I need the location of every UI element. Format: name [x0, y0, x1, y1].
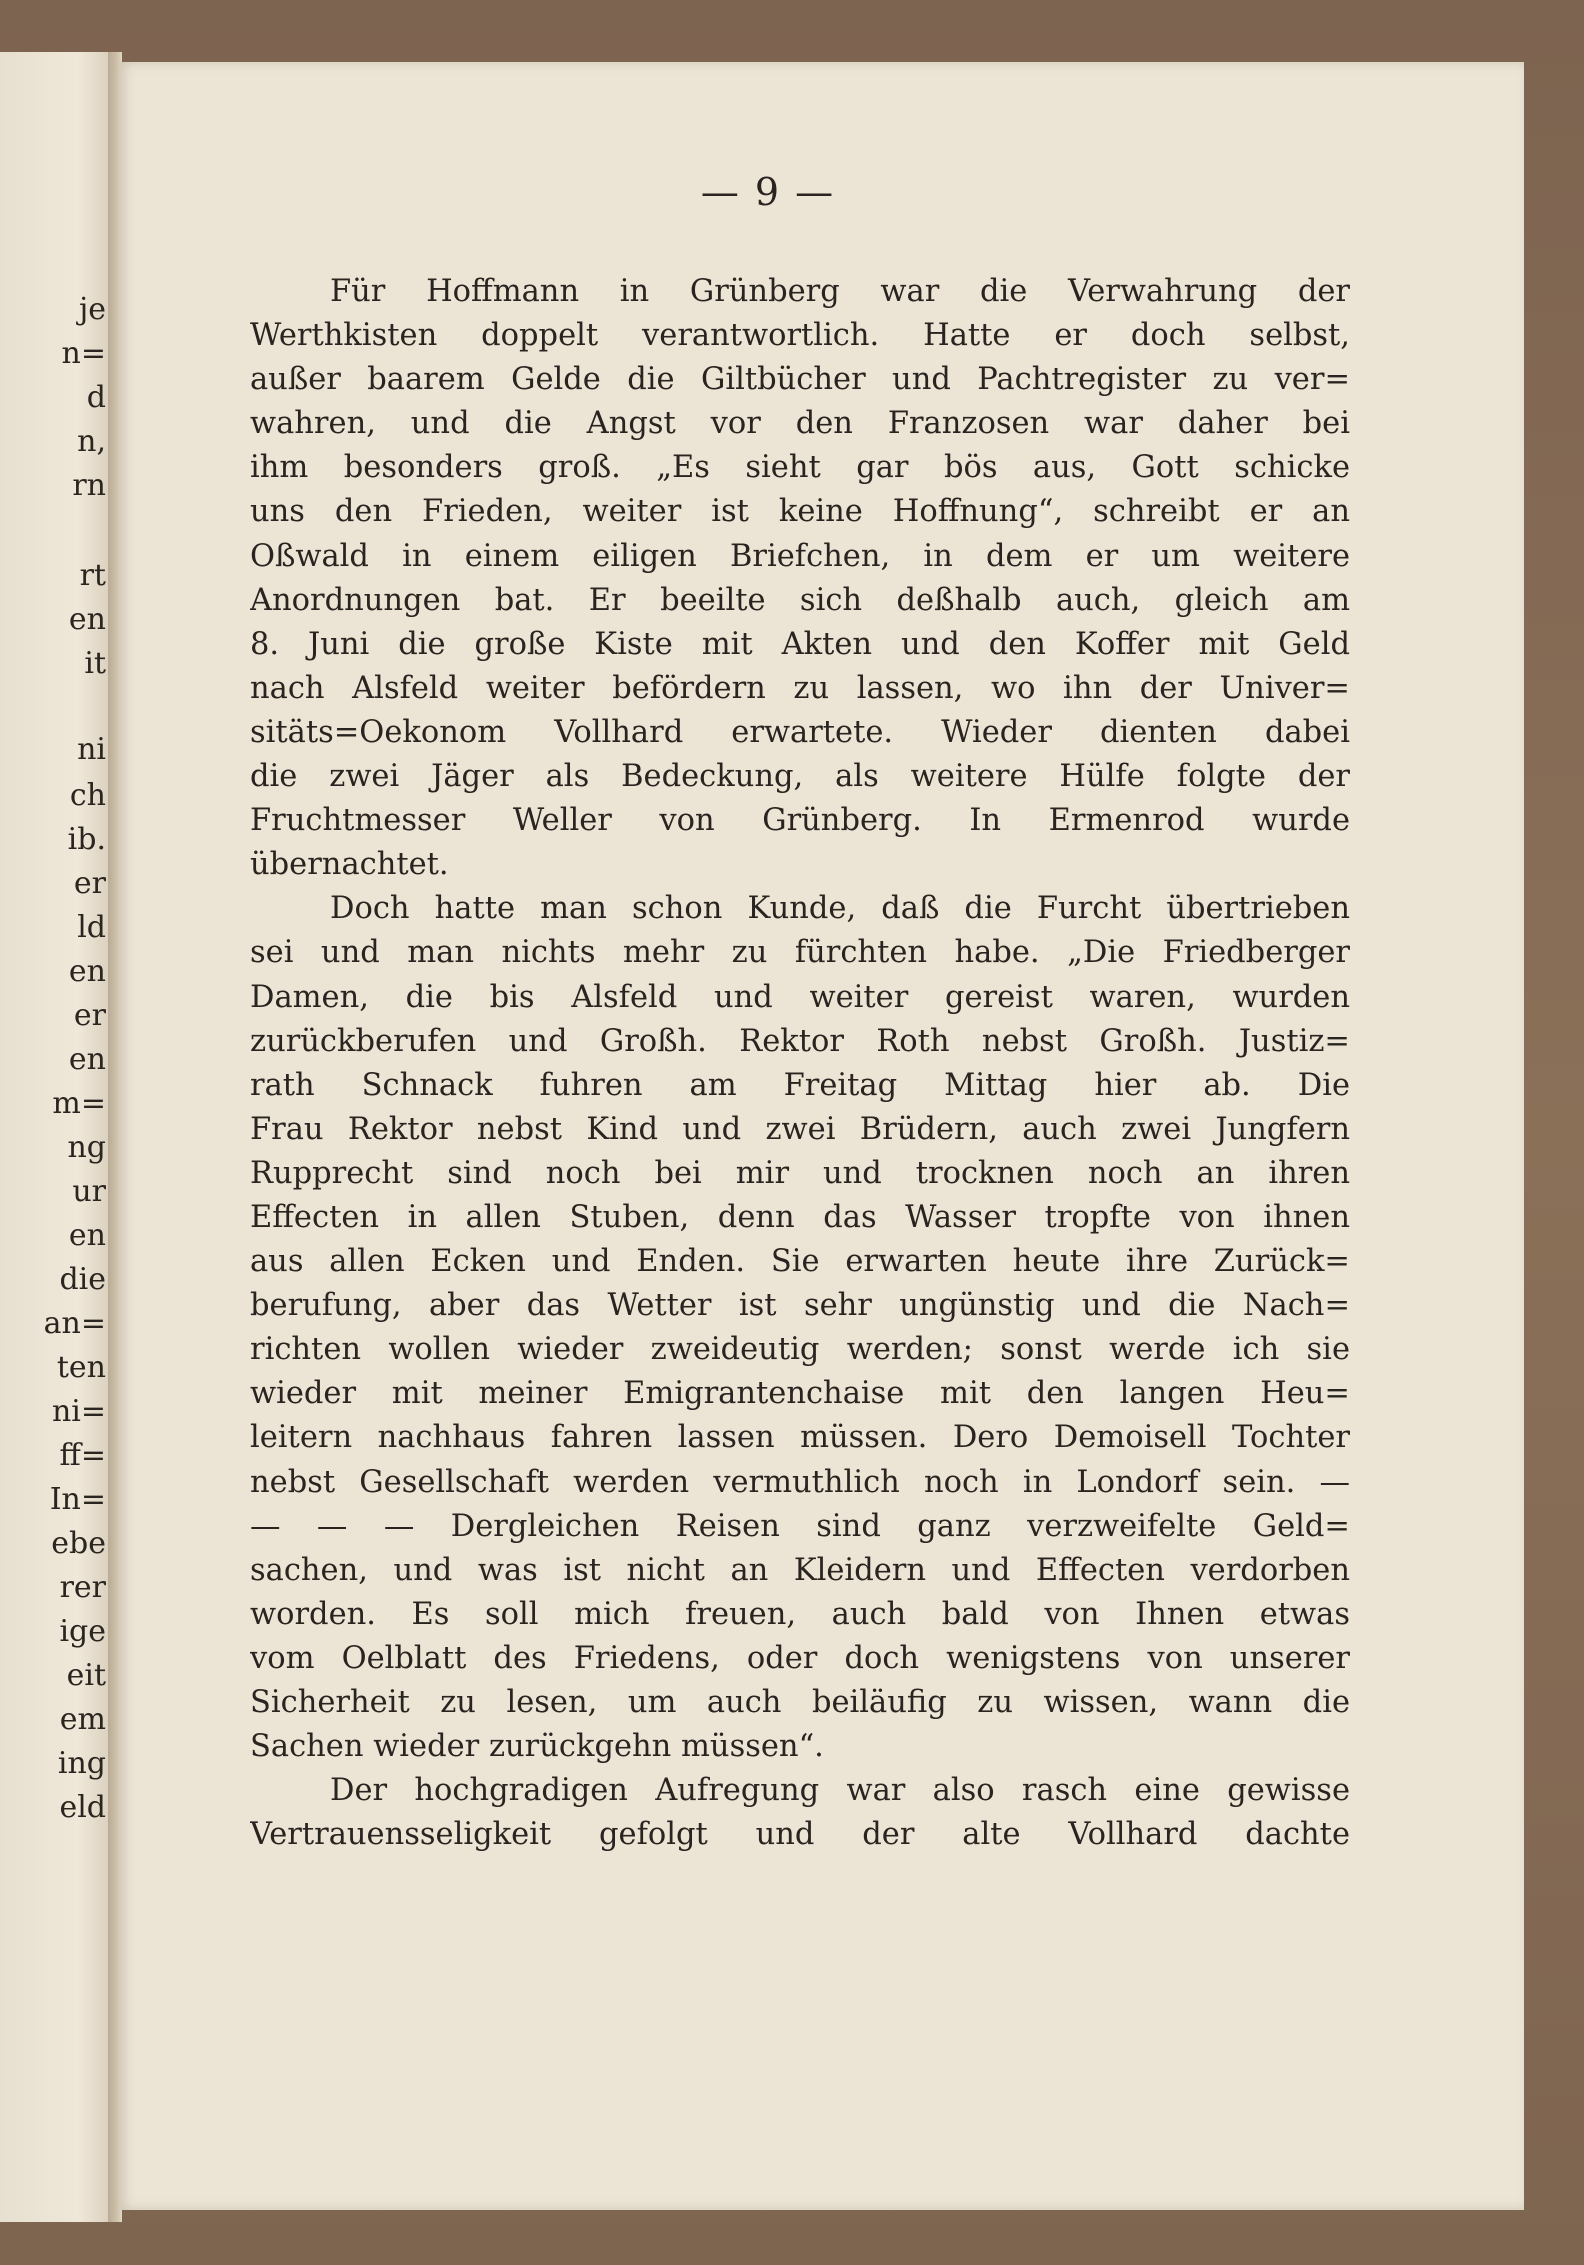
text-line: Der hochgradigen Aufregung war also rasch eine gewisse [330, 1773, 1350, 1809]
text-line: richten wollen wieder zweideutig werden; sonst werde ich sie [250, 1332, 1350, 1368]
text-line: uns den Frieden, weiter ist keine Hoffnung“, schreibt er an [250, 494, 1350, 530]
text-line: zurückberufen und Großh. Rektor Roth nebst Großh. Justiz= [250, 1023, 1350, 1059]
left-page-fragment: rn [72, 468, 106, 503]
text-line: wahren, und die Angst vor den Franzosen war daher bei [250, 406, 1350, 442]
left-page-fragment: eld [59, 1790, 106, 1825]
left-page-fragment: In= [49, 1482, 106, 1517]
left-page-fragment: an= [43, 1306, 106, 1341]
left-page-fragment: ff= [59, 1438, 106, 1473]
text-line: Werthkisten doppelt verantwortlich. Hatte er doch selbst, [250, 318, 1350, 354]
text-line: Doch hatte man schon Kunde, daß die Furcht übertrieben [330, 891, 1350, 927]
text-line: Anordnungen bat. Er beeilte sich deßhalb auch, gleich am [250, 582, 1350, 618]
text-line: Rupprecht sind noch bei mir und trocknen noch an ihren [250, 1155, 1350, 1191]
text-line: nebst Gesellschaft werden vermuthlich noch in Londorf sein. — [250, 1464, 1350, 1500]
page-number: — 9 — [700, 170, 836, 214]
left-page-fragment: ten [56, 1350, 106, 1385]
text-line: vom Oelblatt des Friedens, oder doch wenigstens von unserer [250, 1640, 1350, 1676]
book-page [118, 62, 1524, 2210]
text-line: 8. Juni die große Kiste mit Akten und den Koffer mit Geld [250, 626, 1350, 662]
text-line: sitäts=Oekonom Vollhard erwartete. Wieder dienten dabei [250, 714, 1350, 750]
left-page-fragment: ld [77, 910, 106, 945]
text-line: Sachen wieder zurückgehn müssen“. [250, 1729, 824, 1765]
left-page-fragment: er [73, 866, 106, 901]
left-page-fragment: ni [77, 732, 106, 767]
left-page-fragment: die [59, 1262, 106, 1297]
text-line: berufung, aber das Wetter ist sehr ungünstig und die Nach= [250, 1288, 1350, 1324]
left-page-fragment: en [68, 1042, 106, 1077]
body-text [250, 270, 1350, 1857]
left-page-fragment: eit [66, 1658, 106, 1693]
text-line: — — — Dergleichen Reisen sind ganz verzweifelte Geld= [250, 1508, 1350, 1544]
text-line: aus allen Ecken und Enden. Sie erwarten heute ihre Zurück= [250, 1244, 1350, 1280]
left-page-fragment: ib. [67, 822, 106, 857]
text-line: Fruchtmesser Weller von Grünberg. In Ermenrod wurde [250, 803, 1350, 839]
text-line: sei und man nichts mehr zu fürchten habe. „Die Friedberger [250, 935, 1350, 971]
text-line: die zwei Jäger als Bedeckung, als weitere Hülfe folgte der [250, 759, 1350, 795]
left-page-fragment: rer [59, 1570, 106, 1605]
left-page-fragment: ni= [51, 1394, 106, 1429]
text-line: rath Schnack fuhren am Freitag Mittag hier ab. Die [250, 1067, 1350, 1103]
left-page-fragment: en [68, 602, 106, 637]
left-page-fragment: en [68, 1218, 106, 1253]
text-line: übernachtet. [250, 847, 449, 883]
text-line: nach Alsfeld weiter befördern zu lassen, wo ihn der Univer= [250, 670, 1350, 706]
left-page-fragment: ur [72, 1174, 106, 1209]
left-page-fragment: ebe [51, 1526, 106, 1561]
left-page-fragment: d [86, 380, 106, 415]
previous-page-edge [0, 52, 112, 2222]
left-page-fragment: em [59, 1702, 106, 1737]
text-line: Damen, die bis Alsfeld und weiter gereist waren, wurden [250, 979, 1350, 1015]
left-page-fragment: ige [59, 1614, 106, 1649]
left-page-fragment: er [73, 998, 106, 1033]
left-page-fragment: rt [79, 558, 106, 593]
text-line: Frau Rektor nebst Kind und zwei Brüdern, auch zwei Jungfern [250, 1111, 1350, 1147]
text-line: ihm besonders groß. „Es sieht gar bös aus, Gott schicke [250, 450, 1350, 486]
left-page-fragment: en [68, 954, 106, 989]
text-line: Vertrauensseligkeit gefolgt und der alte Vollhard dachte [250, 1817, 1350, 1853]
text-line: außer baarem Gelde die Giltbücher und Pachtregister zu ver= [250, 362, 1350, 398]
left-page-fragment: ing [57, 1746, 106, 1781]
left-page-fragment: it [84, 646, 106, 681]
left-page-fragment: je [78, 292, 106, 327]
text-line: leitern nachhaus fahren lassen müssen. Dero Demoisell Tochter [250, 1420, 1350, 1456]
text-line: Sicherheit zu lesen, um auch beiläufig zu wissen, wann die [250, 1685, 1350, 1720]
text-line: wieder mit meiner Emigrantenchaise mit den langen Heu= [250, 1376, 1350, 1412]
text-line: worden. Es soll mich freuen, auch bald von Ihnen etwas [250, 1596, 1350, 1632]
left-page-fragment: ng [67, 1130, 106, 1165]
text-line: Für Hoffmann in Grünberg war die Verwahrung der [330, 274, 1350, 309]
left-page-fragment: ch [69, 778, 106, 813]
left-page-fragment: n, [77, 424, 106, 459]
text-line: Effecten in allen Stuben, denn das Wasser tropfte von ihnen [250, 1199, 1350, 1235]
text-line: sachen, und was ist nicht an Kleidern und Effecten verdorben [250, 1552, 1350, 1588]
left-page-fragment: n= [61, 336, 106, 371]
text-line: Oßwald in einem eiligen Briefchen, in dem er um weitere [250, 538, 1350, 574]
left-page-fragment: m= [52, 1086, 106, 1121]
